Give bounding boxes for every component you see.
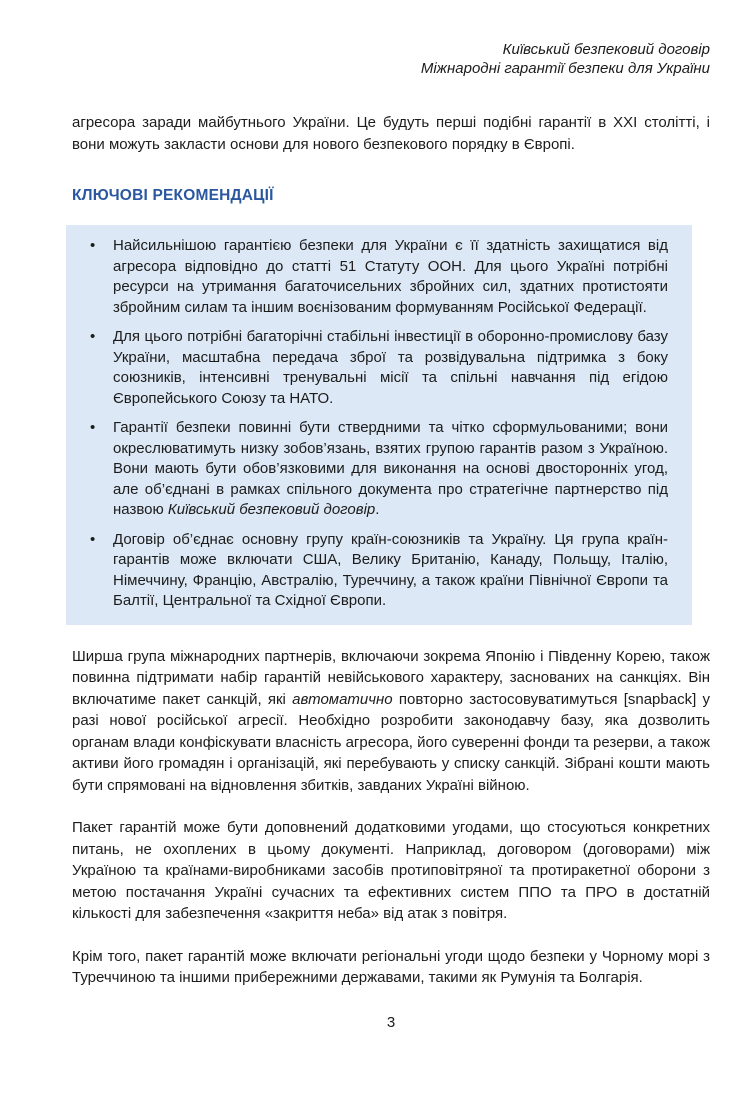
recommendation-item	[90, 418, 668, 521]
intro-paragraph: агресора заради майбутнього України. Це будуть перші подібні гарантії в XXI столітті, і вони можуть закласти основи для нового безпекового порядку в Європі.	[72, 114, 710, 153]
text-segment-italic: автоматично	[292, 690, 393, 708]
recommendation-text	[113, 530, 668, 612]
text-segment: повторно застосовуватимуться [snapback] у разі нової російської агресії. Необхідно розробити законодавчу базу, яка дозволить органам влади конфіскувати власність агресора, його суверенні фонди та резерви, а також активи його громадян і організацій, які перебувають у списку санкцій. Зібрані кошти мають бути спрямовані на відновлення збитків, завданих Україні війною.	[72, 690, 710, 794]
text-segment: Для цього потрібні багаторічні стабільні інвестиції в оборонно-промислову базу України, масштабна передача зброї та розвідувальна підтримка з боку союзників, інтенсивні тренувальні місії та спільні навчання під егідою Європейського Союзу та НАТО.	[113, 328, 668, 407]
recommendation-text	[113, 418, 668, 521]
recommendation-item	[90, 236, 668, 318]
text-segment-italic: Київський безпековий договір	[167, 501, 376, 518]
running-header-line1: Київський безпековий договір	[502, 41, 710, 58]
body-paragraph	[72, 946, 710, 989]
section-heading: КЛЮЧОВІ РЕКОМЕНДАЦІЇ	[72, 187, 274, 204]
running-header	[72, 40, 710, 78]
text-segment: Ширша група міжнародних партнерів, включаючи зокрема Японію і Південну Корею, також повинна підтримати набір гарантій невійськового характеру, заснованих на санкціях. Він включатиме пакет санкцій, які	[72, 647, 710, 708]
bullet-icon	[90, 327, 113, 348]
recommendations-box	[66, 225, 692, 625]
running-header-line2: Міжнародні гарантії безпеки для України	[420, 60, 710, 77]
bullet-icon	[90, 418, 113, 439]
recommendation-item	[90, 530, 668, 612]
page-content	[72, 40, 710, 1031]
body-paragraph	[72, 646, 710, 797]
recommendation-text	[113, 236, 668, 318]
text-segment: Договір об’єднає основну групу країн-союзників та Україну. Ця група країн-гарантів може включати США, Велику Британію, Канаду, Польщу, Італію, Німеччину, Францію, Австралію, Туреччину, а також країни Північної Європи та Балтії, Центральної та Східної Європи.	[113, 530, 668, 609]
bullet-icon	[90, 530, 113, 551]
page-number: 3	[386, 1013, 396, 1031]
text-segment: Пакет гарантій може бути доповнений додатковими угодами, що стосуються конкретних питань, не охоплених в цьому документі. Наприклад, договором (договорами) між Україною та країнами-виробниками засобів протиповітряної та протиракетної оборони з метою постачання Україні сучасних та ефективних систем ППО та ПРО в достатній кількості для забезпечення «закриття неба» від атак з повітря.	[72, 819, 710, 922]
recommendation-item	[90, 327, 668, 409]
text-segment: Гарантії безпеки повинні бути ствердними та чітко сформульованими; вони окреслюватимуть низку зобов’язань, взятих групою гарантів разом з Україною. Вони мають бути обов’язковими для виконання на основі двосторонніх угод, але об’єднані в рамках спільного документа про стратегічне партнерство під назвою	[113, 419, 668, 518]
recommendation-text	[113, 327, 668, 409]
bullet-icon	[90, 236, 113, 257]
body-paragraph	[72, 817, 710, 925]
text-segment: Найсильнішою гарантією безпеки для України є її здатність захищатися від агресора відповідно до статті 51 Статуту ООН. Для цього Україні потрібні ресурси на утримання багаточисельних збройних сил, здатних протистояти збройним силам та іншим воєнізованим формуванням Російської Федерації.	[113, 237, 668, 316]
text-segment: .	[375, 501, 380, 518]
text-segment: Крім того, пакет гарантій може включати регіональні угоди щодо безпеки у Чорному морі з Туреччиною та іншими прибережними державами, такими як Румунія та Болгарія.	[72, 947, 710, 986]
